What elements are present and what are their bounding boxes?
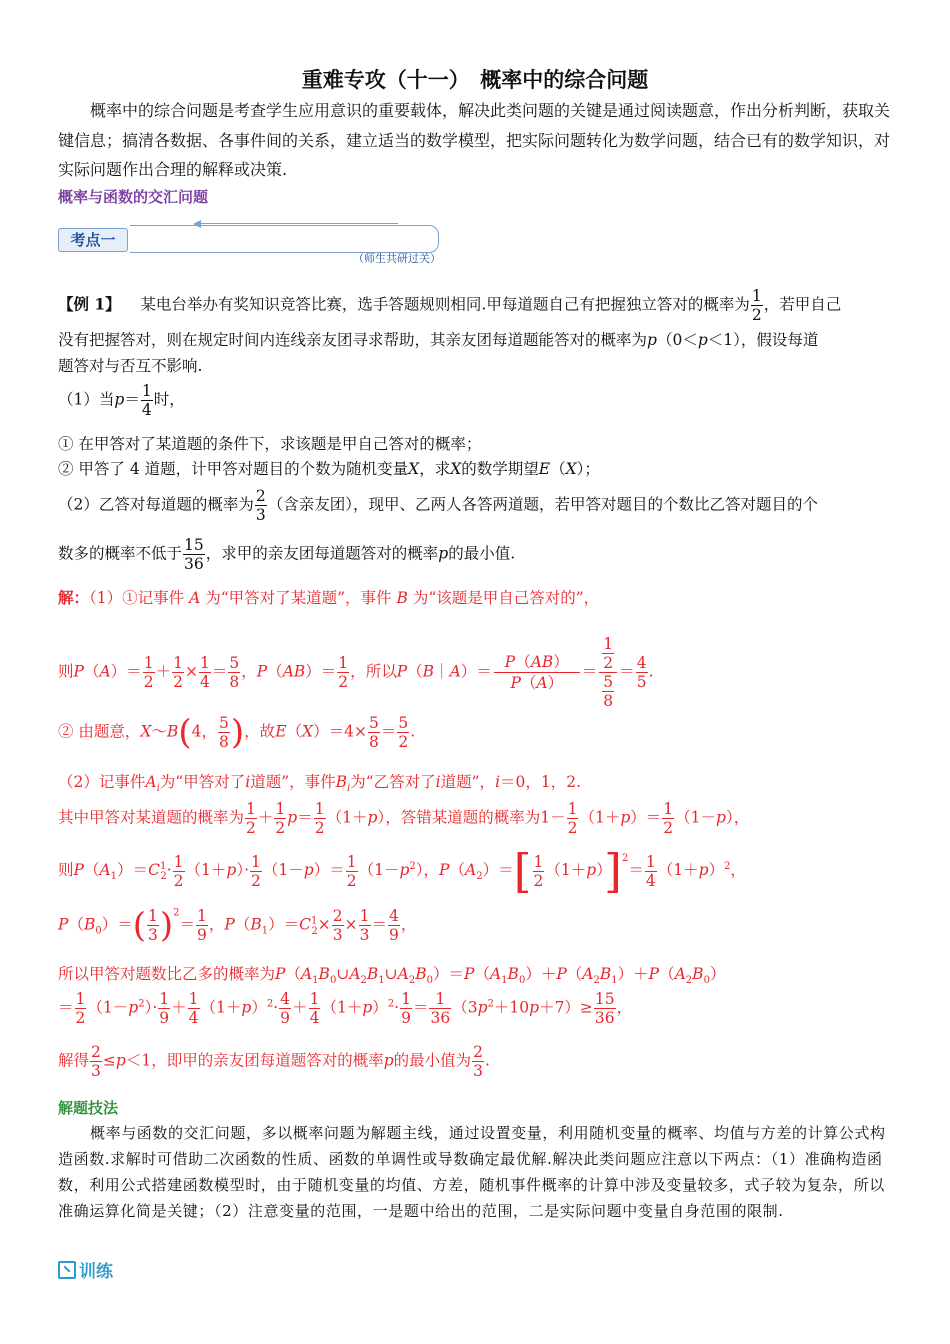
training-heading: 训练 xyxy=(58,1257,113,1282)
example-tag: 【例 1】 xyxy=(58,294,121,314)
solution-line-10: 解得 $\frac{2}{3}$ ≤p＜1，即甲的亲友团每道题答对的概率p的最小值为 $\frac{2}{3}$ . xyxy=(58,1043,490,1080)
question-2: （2）乙答对每道题的概率为 $\frac{2}{3}$ （含亲友团），现甲、乙两人各答两道题，若甲答对题目的个数比乙答对题目的个 xyxy=(58,487,819,524)
page-title: 重难专攻（十一） 概率中的综合问题 xyxy=(301,68,649,92)
solution-line-5: 其中甲答对某道题的概率为 $\frac{1}{2}$ ＋ $\frac{1}{2}$ p＝ $\frac{1}{2}$ （1＋p），答错某道题的概率为1－ $\frac{1}{2}$ （1＋p）＝ $\frac{1}{2}$ （1－p）， xyxy=(58,800,750,837)
edit-icon xyxy=(58,1261,76,1279)
section-heading: 概率与函数的交汇问题 xyxy=(58,188,209,206)
method-paragraph: 概率与函数的交汇问题，多以概率问题为解题主线，通过设置变量，利用随机变量的概率、均值与方差的计算公式构造函数.求解时可借助二次函数的性质、函数的单调性或导数确定最优解.解决此类问题应注意以下两点：（1）准确构造函数，利用公式搭建函数模型时，由于随机变量的均值、方差，随机事件概率的计算中涉及变量较多，式子较为复杂，所以准确运算化简是关键；（2）注意变量的范围，一是题中给出的范围，二是实际问题中变量自身范围的限制. xyxy=(58,1124,886,1220)
kaodian-sub: （师生共研过关） xyxy=(353,252,441,265)
example-line-3: 题答对与否互不影响. xyxy=(58,357,203,375)
intro-paragraph: 概率中的综合问题是考查学生应用意识的重要载体，解决此类问题的关键是通过阅读题意，作出分析判断，获取关键信息；搞清各数据、各事件间的关系，建立适当的数学模型，把实际问题转化为数学问题，结合已有的数学知识，对实际问题作出合理的解释或决策. xyxy=(58,101,891,179)
kaodian-frame xyxy=(130,225,439,253)
kaodian-label: 考点一 xyxy=(58,228,128,252)
solution-line-1: 解：（1）①记事件 A 为“甲答对了某道题”，事件 B 为“该题是甲自己答对的”， xyxy=(58,589,600,607)
solution-line-2: 则P（A）＝ $\frac{1}{2}$ ＋ $\frac{1}{2}$ × $\frac{1}{4}$ ＝ $\frac{5}{8}$ ，P（AB）＝ $\frac{1}{2}$ ，所以P（B｜A）＝ $\frac{P(AB)}{P(A)}$ ＝ $\frac{\frac{1}{2}}{\frac{5}{8}}$ ＝ $\frac{4}{5}$ . xyxy=(58,635,654,710)
method-heading: 解题技法 xyxy=(58,1099,119,1117)
arrow-left-icon xyxy=(193,220,201,228)
example-line-2: 没有把握答对，则在规定时间内连线亲友团寻求帮助，其亲友团每道题能答对的概率为p（0＜p＜1），假设每道 xyxy=(58,331,819,349)
solution-line-7: $P(B_0)=$( $\frac{1}{3}$ )$^2$＝ $\frac{1}{9}$ ，$P(B_1)=C^1_2\times$ $\frac{2}{3}$ × $\frac{1}{3}$ ＝ $\frac{4}{9}$ ， xyxy=(58,905,417,946)
question-1: （1）当p＝ $\frac{1}{4}$ 时， xyxy=(58,382,185,419)
question-1-2: ② 甲答了 4 道题，计甲答对题目的个数为随机变量X，求X的数学期望E（X）； xyxy=(58,460,600,478)
question-1-1: ① 在甲答对了某道题的条件下，求该题是甲自己答对的概率； xyxy=(58,435,482,453)
solution-line-6: 则$P(A_1)=C^1_2\cdot$ $\frac{1}{2}$ （1＋p）· $\frac{1}{2}$ （1－p）＝ $\frac{1}{2}$ $(1-p^2)$，$P(A_2)=$[ $\frac{1}{2}$ （1＋p）]$^2$＝ $\frac{1}{4}$ $(1+p)^2$， xyxy=(58,844,746,898)
example-line-1: 【例 1】 某电台举办有奖知识竞答比赛，选手答题规则相同.甲每道题自己有把握独立答对的概率为 $\frac{1}{2}$ ，若甲自己 xyxy=(58,287,842,324)
solution-line-8: 所以甲答对题数比乙多的概率为$P(A_1B_0\cup A_2B_1\cup A_2B_0)=P(A_1B_0)+P(A_2B_1)+P(A_2B_0)$ xyxy=(58,965,726,987)
solution-line-4: （2）记事件$A_i$为“甲答对了i道题”，事件$B_i$为“乙答对了i道题”，i＝0，1，2. xyxy=(58,773,582,795)
question-2-line-2: 数多的概率不低于 $\frac{15}{36}$ ，求甲的亲友团每道题答对的概率p的最小值. xyxy=(58,536,516,573)
kaodian-arrow-line xyxy=(198,223,398,224)
solution-line-3: ② 由题意，X～B(4， $\frac{5}{8}$ )，故E（X）＝4× $\frac{5}{8}$ ＝ $\frac{5}{2}$ . xyxy=(58,712,416,753)
solution-line-9: ＝ $\frac{1}{2}$ $(1-p^2)\cdot$ $\frac{1}{9}$ ＋ $\frac{1}{4}$ $(1+p)^2\cdot$ $\frac{4}{9}$ ＋ $\frac{1}{4}$ $(1+p)^2\cdot$ $\frac{1}{9}$ ＝ $\frac{1}{36}$ $(3p^2+10p+7)\ge$ $\frac{15}{36}$ ， xyxy=(58,990,633,1027)
